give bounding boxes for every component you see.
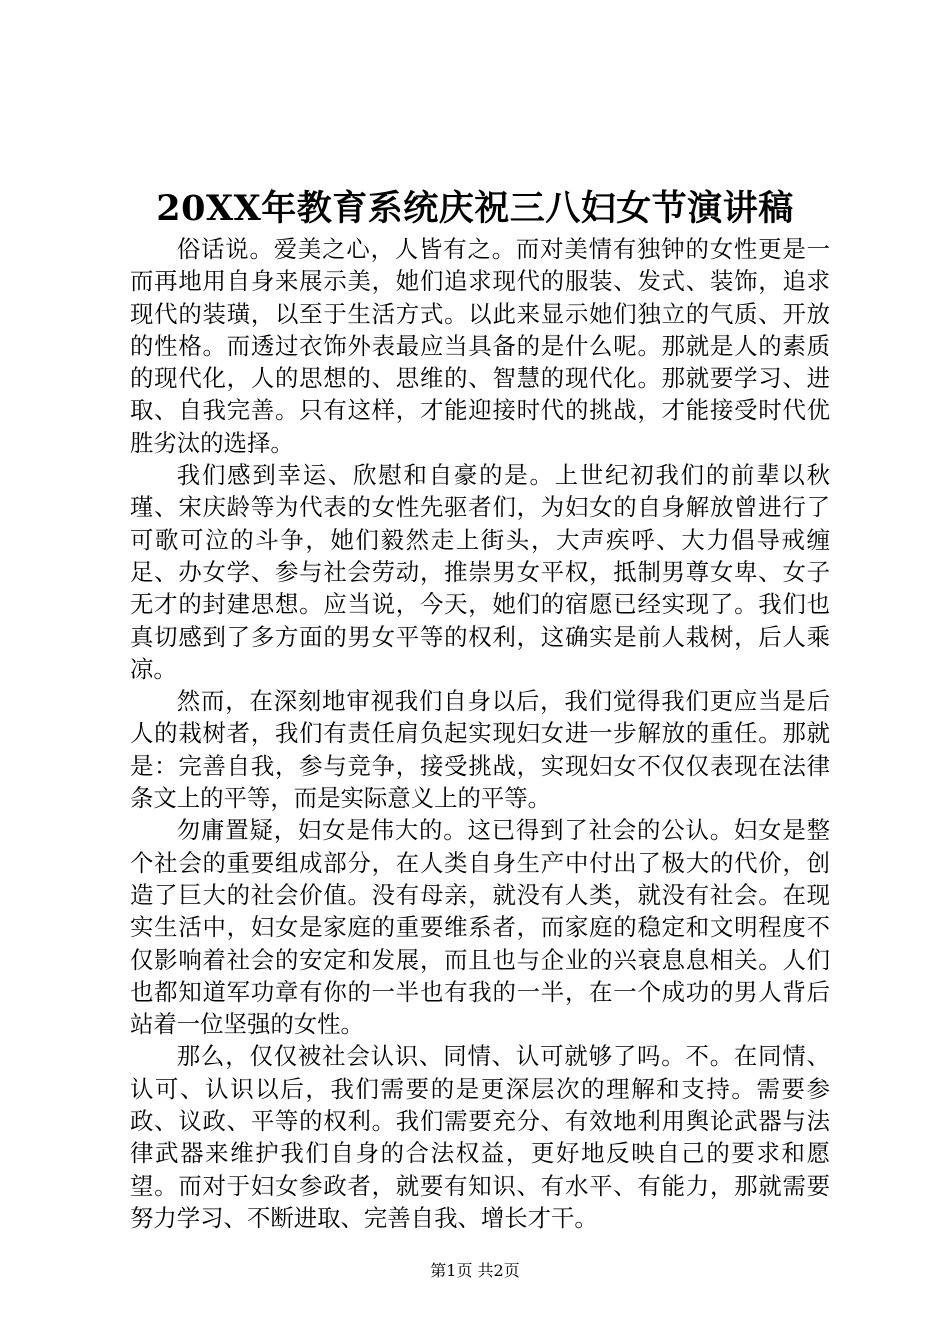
paragraph: 俗话说。爱美之心，人皆有之。而对美情有独钟的女性更是一而再地用自身来展示美，她们追求现代的服装、发式、装饰，追求现代的装璜，以至于生活方式。以此来显示她们独立的气质、开放的性格。而透过衣饰外表最应当具备的是什么呢。那就是人的素质的现代化，人的思想的、思维的、智慧的现代化。那就要学习、进取、自我完善。只有这样，才能迎接时代的挑战，才能接受时代优胜劣汰的选择。	[130, 235, 830, 457]
document-title: 20XX年教育系统庆祝三八妇女节演讲稿	[156, 188, 794, 229]
paragraph: 那么，仅仅被社会认识、同情、认可就够了吗。不。在同情、认可、认识以后，我们需要的是更深层次的理解和支持。需要参政、议政、平等的权利。我们需要充分、有效地利用舆论武器与法律武器来维护我们自身的合法权益，更好地反映自己的要求和愿望。而对于妇女参政者，就要有知识、有水平、有能力，那就需要努力学习、不断进取、完善自我、增长才干。	[130, 1042, 830, 1232]
paragraph: 然而，在深刻地审视我们自身以后，我们觉得我们更应当是后人的栽树者，我们有责任肩负起实现妇女进一步解放的重任。那就是：完善自我，参与竞争，接受挑战，实现妇女不仅仅表现在法律条文上的平等，而是实际意义上的平等。	[130, 687, 830, 813]
paragraph: 我们感到幸运、欣慰和自豪的是。上世纪初我们的前辈以秋瑾、宋庆龄等为代表的女性先驱者们，为妇女的自身解放曾进行了可歌可泣的斗争，她们毅然走上街头，大声疾呼、大力倡导戒缠足、办女学、参与社会劳动，推崇男女平权，抵制男尊女卑、女子无才的封建思想。应当说，今天，她们的宿愿已经实现了。我们也真切感到了多方面的男女平等的权利，这确实是前人栽树，后人乘凉。	[130, 461, 830, 683]
paragraph: 勿庸置疑，妇女是伟大的。这已得到了社会的公认。妇女是整个社会的重要组成部分，在人类自身生产中付出了极大的代价，创造了巨大的社会价值。没有母亲，就没有人类，就没有社会。在现实生活中，妇女是家庭的重要维系者，而家庭的稳定和文明程度不仅影响着社会的安定和发展，而且也与企业的兴衰息息相关。人们也都知道军功章有你的一半也有我的一半，在一个成功的男人背后站着一位坚强的女性。	[130, 816, 830, 1039]
document-body	[130, 233, 830, 1234]
page-number: 第1页 共2页	[430, 1261, 520, 1280]
